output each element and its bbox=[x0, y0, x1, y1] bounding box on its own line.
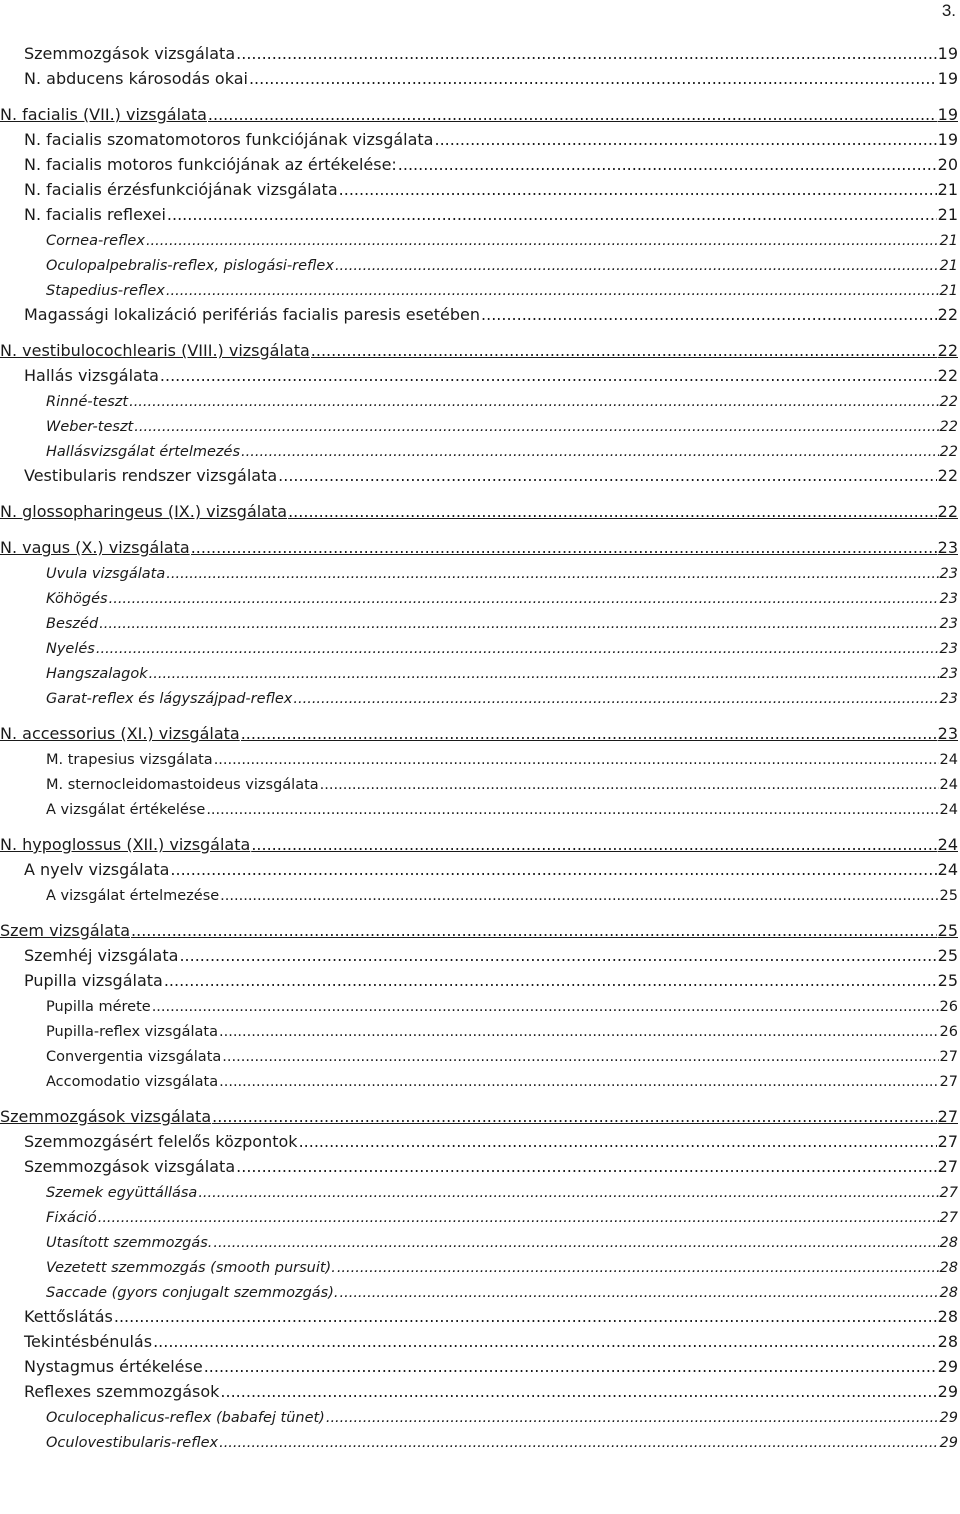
toc-entry[interactable] bbox=[0, 1151, 960, 1176]
dot-leader bbox=[170, 860, 936, 879]
toc-entry-page: 23 bbox=[939, 616, 958, 632]
toc-entry-title: N. hypoglossus (XII.) vizsgálata bbox=[0, 835, 251, 854]
toc-entry-page: 28 bbox=[937, 1307, 958, 1326]
toc-entry-title: Pupilla-reflex vizsgálata bbox=[46, 1024, 218, 1040]
toc-entry-page: 23 bbox=[939, 591, 958, 607]
toc-entry-page: 28 bbox=[939, 1235, 958, 1251]
toc-entry-title: Szemmozgások vizsgálata bbox=[24, 1157, 236, 1176]
toc-entry-page: 22 bbox=[937, 366, 958, 385]
toc-entry-title: Szemmozgások vizsgálata bbox=[0, 1107, 212, 1126]
toc-entry[interactable] bbox=[0, 1251, 960, 1276]
dot-leader bbox=[96, 641, 939, 657]
page-number: 3. bbox=[941, 1, 956, 20]
toc-entry-title: Oculopalpebralis-reflex, pislogási-reflex bbox=[46, 258, 334, 274]
toc-entry-title: Reflexes szemmozgások bbox=[24, 1382, 220, 1401]
toc-entry-title: Vezetett szemmozgás (smooth pursuit). bbox=[46, 1260, 336, 1276]
dot-leader bbox=[320, 777, 939, 793]
toc-entry-page: 22 bbox=[939, 419, 958, 435]
toc-entry-page: 26 bbox=[939, 1024, 958, 1040]
dot-leader bbox=[249, 69, 937, 88]
toc-entry-title: Nyelés bbox=[46, 641, 95, 657]
toc-entry[interactable] bbox=[0, 99, 960, 124]
dot-leader bbox=[219, 1074, 938, 1090]
toc-entry[interactable] bbox=[0, 460, 960, 485]
toc-entry-title: A vizsgálat értelmezése bbox=[46, 888, 220, 904]
toc-entry-page: 27 bbox=[939, 1210, 958, 1226]
toc-entry-title: Utasított szemmozgás. bbox=[46, 1235, 213, 1251]
toc-entry-title: Szem vizsgálata bbox=[0, 921, 131, 940]
dot-leader bbox=[337, 1260, 939, 1276]
toc-entry-page: 25 bbox=[939, 888, 958, 904]
dot-leader bbox=[212, 1107, 937, 1126]
dot-leader bbox=[236, 1157, 937, 1176]
toc-entry[interactable] bbox=[0, 1326, 960, 1351]
dot-leader bbox=[219, 1435, 938, 1451]
toc-entry[interactable] bbox=[0, 1015, 960, 1040]
toc-entry[interactable] bbox=[0, 199, 960, 224]
dot-leader bbox=[326, 1410, 939, 1426]
toc-entry[interactable] bbox=[0, 965, 960, 990]
toc-entry-title: Accomodatio vizsgálata bbox=[46, 1074, 219, 1090]
toc-entry-page: 23 bbox=[939, 666, 958, 682]
toc-entry-title: N. accessorius (XI.) vizsgálata bbox=[0, 724, 240, 743]
toc-entry-title: Convergentia vizsgálata bbox=[46, 1049, 222, 1065]
toc-entry-title: Tekintésbénulás bbox=[24, 1332, 153, 1351]
toc-entry[interactable] bbox=[0, 768, 960, 793]
toc-entry-page: 27 bbox=[937, 1157, 958, 1176]
toc-entry[interactable] bbox=[0, 1101, 960, 1126]
dot-leader bbox=[340, 1285, 939, 1301]
toc-entry-page: 22 bbox=[939, 444, 958, 460]
toc-entry[interactable] bbox=[0, 410, 960, 435]
toc-entry-page: 29 bbox=[939, 1435, 958, 1451]
toc-entry[interactable] bbox=[0, 299, 960, 324]
toc-entry-title: A nyelv vizsgálata bbox=[24, 860, 170, 879]
toc-entry-page: 20 bbox=[937, 155, 958, 174]
toc-entry-title: Oculovestibularis-reflex bbox=[46, 1435, 219, 1451]
toc-entry[interactable] bbox=[0, 224, 960, 249]
dot-leader bbox=[152, 999, 939, 1015]
dot-leader bbox=[241, 444, 939, 460]
toc-entry[interactable] bbox=[0, 360, 960, 385]
toc-entry-page: 21 bbox=[937, 205, 958, 224]
toc-entry-title: Uvula vizsgálata bbox=[46, 566, 166, 582]
toc-entry[interactable] bbox=[0, 532, 960, 557]
toc-entry-title: A vizsgálat értékelése bbox=[46, 802, 206, 818]
toc-entry-title: Pupilla vizsgálata bbox=[24, 971, 163, 990]
toc-entry-page: 27 bbox=[937, 1107, 958, 1126]
dot-leader bbox=[153, 1332, 937, 1351]
toc-entry-title: Kettőslátás bbox=[24, 1307, 113, 1326]
toc-entry-title: Magassági lokalizáció perifériás facialis paresis esetében bbox=[24, 305, 481, 324]
dot-leader bbox=[278, 466, 937, 485]
dot-leader bbox=[241, 724, 937, 743]
toc-entry-page: 26 bbox=[939, 999, 958, 1015]
toc-entry[interactable] bbox=[0, 557, 960, 582]
toc-entry-title: Fixáció bbox=[46, 1210, 97, 1226]
toc-entry-title: Hallásvizsgálat értelmezés bbox=[46, 444, 241, 460]
toc-entry[interactable] bbox=[0, 607, 960, 632]
dot-leader bbox=[166, 566, 938, 582]
toc-entry-title: Szemmozgásért felelős központok bbox=[24, 1132, 298, 1151]
toc-entry-page: 27 bbox=[939, 1049, 958, 1065]
toc-entry[interactable] bbox=[0, 582, 960, 607]
toc-entry-page: 23 bbox=[939, 691, 958, 707]
toc-entry[interactable] bbox=[0, 335, 960, 360]
toc-entry[interactable] bbox=[0, 174, 960, 199]
dot-leader bbox=[114, 1307, 937, 1326]
toc-entry-page: 25 bbox=[937, 971, 958, 990]
toc-entry[interactable] bbox=[0, 1426, 960, 1451]
toc-entry-page: 23 bbox=[937, 724, 958, 743]
dot-leader bbox=[134, 419, 938, 435]
toc-entry-page: 23 bbox=[937, 538, 958, 557]
dot-leader bbox=[251, 835, 936, 854]
toc-entry-title: N. vagus (X.) vizsgálata bbox=[0, 538, 190, 557]
toc-entry-page: 23 bbox=[939, 566, 958, 582]
dot-leader bbox=[311, 341, 937, 360]
toc-entry[interactable] bbox=[0, 274, 960, 299]
toc-entry-title: Stapedius-reflex bbox=[46, 283, 165, 299]
dot-leader bbox=[213, 1235, 938, 1251]
toc-entry[interactable] bbox=[0, 718, 960, 743]
dot-leader bbox=[191, 538, 937, 557]
toc-entry-page: 21 bbox=[939, 233, 958, 249]
toc-entry[interactable] bbox=[0, 63, 960, 88]
toc-entry-title: Saccade (gyors conjugalt szemmozgás). bbox=[46, 1285, 339, 1301]
toc-entry-page: 21 bbox=[939, 283, 958, 299]
dot-leader bbox=[99, 616, 938, 632]
toc-entry-page: 27 bbox=[937, 1132, 958, 1151]
dot-leader bbox=[98, 1210, 939, 1226]
toc-entry-page: 21 bbox=[937, 180, 958, 199]
toc-entry-page: 23 bbox=[939, 641, 958, 657]
toc-entry-page: 22 bbox=[937, 502, 958, 521]
dot-leader bbox=[131, 921, 937, 940]
toc-entry-title: Garat-reflex és lágyszájpad-reflex bbox=[46, 691, 293, 707]
toc-entry-page: 28 bbox=[939, 1260, 958, 1276]
dot-leader bbox=[398, 155, 937, 174]
toc-entry-page: 22 bbox=[939, 394, 958, 410]
toc-entry[interactable] bbox=[0, 149, 960, 174]
dot-leader bbox=[198, 1185, 938, 1201]
toc-entry-page: 22 bbox=[937, 305, 958, 324]
dot-leader bbox=[164, 971, 937, 990]
toc-entry-page: 24 bbox=[939, 752, 958, 768]
dot-leader bbox=[219, 1024, 939, 1040]
dot-leader bbox=[109, 591, 939, 607]
toc-entry-page: 27 bbox=[939, 1185, 958, 1201]
dot-leader bbox=[204, 1357, 937, 1376]
toc-entry-page: 22 bbox=[937, 341, 958, 360]
toc-entry-page: 29 bbox=[937, 1357, 958, 1376]
toc-entry[interactable] bbox=[0, 743, 960, 768]
toc-entry[interactable] bbox=[0, 496, 960, 521]
toc-entry-page: 24 bbox=[939, 777, 958, 793]
dot-leader bbox=[160, 366, 937, 385]
dot-leader bbox=[481, 305, 937, 324]
dot-leader bbox=[335, 258, 939, 274]
toc-entry[interactable] bbox=[0, 435, 960, 460]
toc-entry[interactable] bbox=[0, 793, 960, 818]
toc-entry[interactable] bbox=[0, 829, 960, 854]
toc-entry-page: 29 bbox=[937, 1382, 958, 1401]
toc-entry-title: Vestibularis rendszer vizsgálata bbox=[24, 466, 278, 485]
toc-entry-title: M. trapesius vizsgálata bbox=[46, 752, 213, 768]
toc-entry-title: N. abducens károsodás okai bbox=[24, 69, 248, 88]
toc-entry-page: 24 bbox=[937, 860, 958, 879]
dot-leader bbox=[179, 946, 936, 965]
toc-entry-title: Oculocephalicus-reflex (babafej tünet) bbox=[46, 1410, 325, 1426]
toc-entry[interactable] bbox=[0, 1040, 960, 1065]
toc-entry-page: 25 bbox=[937, 921, 958, 940]
toc-entry[interactable] bbox=[0, 854, 960, 879]
toc-entry-title: Nystagmus értékelése bbox=[24, 1357, 203, 1376]
toc-entry[interactable] bbox=[0, 1226, 960, 1251]
table-of-contents bbox=[0, 38, 960, 1451]
toc-entry[interactable] bbox=[0, 124, 960, 149]
toc-entry-title: Köhögés bbox=[46, 591, 108, 607]
dot-leader bbox=[220, 1382, 936, 1401]
dot-leader bbox=[434, 130, 936, 149]
dot-leader bbox=[339, 180, 937, 199]
toc-entry[interactable] bbox=[0, 1201, 960, 1226]
dot-leader bbox=[288, 502, 937, 521]
toc-entry-page: 24 bbox=[937, 835, 958, 854]
toc-entry-page: 28 bbox=[939, 1285, 958, 1301]
toc-entry-page: 29 bbox=[939, 1410, 958, 1426]
toc-entry[interactable] bbox=[0, 940, 960, 965]
dot-leader bbox=[149, 666, 939, 682]
toc-entry[interactable] bbox=[0, 990, 960, 1015]
dot-leader bbox=[299, 1132, 937, 1151]
dot-leader bbox=[208, 105, 937, 124]
toc-entry-title: Rinné-teszt bbox=[46, 394, 129, 410]
toc-entry[interactable] bbox=[0, 1276, 960, 1301]
toc-entry[interactable] bbox=[0, 657, 960, 682]
dot-leader bbox=[166, 283, 939, 299]
toc-entry-page: 24 bbox=[939, 802, 958, 818]
toc-entry[interactable] bbox=[0, 915, 960, 940]
toc-entry[interactable] bbox=[0, 1065, 960, 1090]
toc-entry[interactable] bbox=[0, 682, 960, 707]
toc-entry-page: 19 bbox=[937, 44, 958, 63]
toc-entry[interactable] bbox=[0, 879, 960, 904]
toc-entry-title: N. facialis (VII.) vizsgálata bbox=[0, 105, 207, 124]
toc-entry-page: 28 bbox=[937, 1332, 958, 1351]
toc-entry-title: N. facialis reflexei bbox=[24, 205, 166, 224]
toc-entry[interactable] bbox=[0, 1126, 960, 1151]
toc-entry-page: 19 bbox=[937, 105, 958, 124]
toc-entry-page: 19 bbox=[937, 130, 958, 149]
toc-entry-title: N. facialis motoros funkciójának az értékelése: bbox=[24, 155, 397, 174]
dot-leader bbox=[236, 44, 937, 63]
toc-entry-title: Szemhéj vizsgálata bbox=[24, 946, 179, 965]
toc-entry-title: Pupilla mérete bbox=[46, 999, 151, 1015]
dot-leader bbox=[167, 205, 937, 224]
toc-entry[interactable] bbox=[0, 1401, 960, 1426]
toc-entry[interactable] bbox=[0, 632, 960, 657]
dot-leader bbox=[146, 233, 939, 249]
dot-leader bbox=[214, 752, 939, 768]
toc-entry-page: 25 bbox=[937, 946, 958, 965]
dot-leader bbox=[222, 1049, 938, 1065]
toc-entry[interactable] bbox=[0, 249, 960, 274]
toc-entry-title: N. facialis érzésfunkciójának vizsgálata bbox=[24, 180, 338, 199]
toc-entry-title: N. glossopharingeus (IX.) vizsgálata bbox=[0, 502, 288, 521]
dot-leader bbox=[293, 691, 938, 707]
toc-entry-title: M. sternocleidomastoideus vizsgálata bbox=[46, 777, 319, 793]
toc-entry-title: Szemmozgások vizsgálata bbox=[24, 44, 236, 63]
toc-entry-title: N. facialis szomatomotoros funkciójának vizsgálata bbox=[24, 130, 434, 149]
toc-entry[interactable] bbox=[0, 1176, 960, 1201]
toc-entry-title: N. vestibulocochlearis (VIII.) vizsgálata bbox=[0, 341, 310, 360]
toc-entry-title: Hallás vizsgálata bbox=[24, 366, 159, 385]
toc-entry-page: 21 bbox=[939, 258, 958, 274]
toc-entry-page: 27 bbox=[939, 1074, 958, 1090]
dot-leader bbox=[206, 802, 938, 818]
dot-leader bbox=[129, 394, 938, 410]
toc-entry[interactable] bbox=[0, 1376, 960, 1401]
toc-entry-title: Szemek együttállása bbox=[46, 1185, 198, 1201]
toc-entry-page: 22 bbox=[937, 466, 958, 485]
toc-entry-title: Cornea-reflex bbox=[46, 233, 145, 249]
toc-entry-title: Weber-teszt bbox=[46, 419, 134, 435]
toc-entry[interactable] bbox=[0, 1301, 960, 1326]
toc-entry-page: 19 bbox=[937, 69, 958, 88]
toc-entry-title: Hangszalagok bbox=[46, 666, 148, 682]
toc-entry[interactable] bbox=[0, 385, 960, 410]
toc-entry-title: Beszéd bbox=[46, 616, 99, 632]
dot-leader bbox=[220, 888, 938, 904]
toc-entry[interactable] bbox=[0, 38, 960, 63]
toc-entry[interactable] bbox=[0, 1351, 960, 1376]
